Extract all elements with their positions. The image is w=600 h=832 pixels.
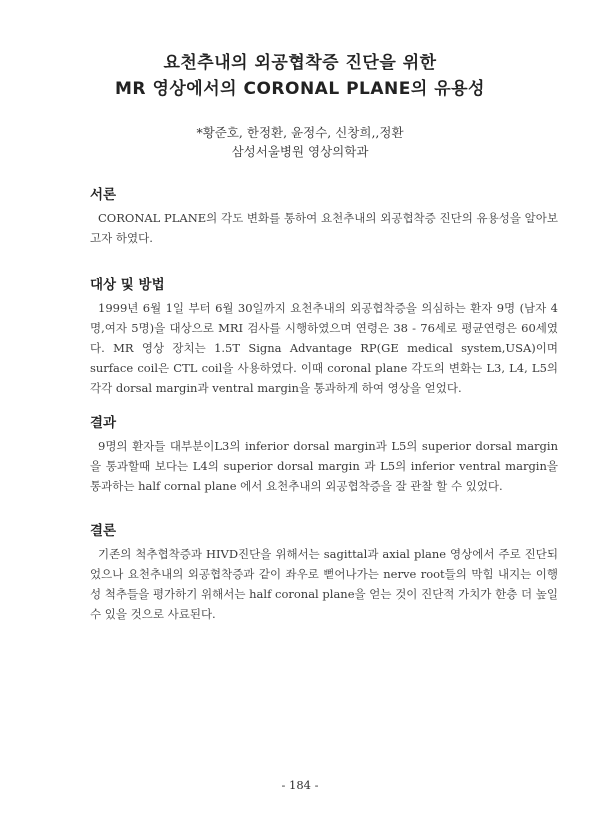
section-heading-intro: 서론 [90,187,117,203]
paper-title [0,50,600,102]
section-body-results: 9명의 환자들 대부분이L3의 inferior dorsal margin과 L5의 superior dorsal margin을 통과할때 보다는 L4의 superior dorsal margin 과 L5의 inferior ventral margin을 통과하는 half cornal plane 에서 요천추내의 외공협착증을 잘 관찰 할 수 있었다. [90,439,558,493]
section-intro [90,186,558,248]
title-line-2: MR 영상에서의 CORONAL PLANE의 유용성 [115,79,485,99]
section-heading-conclusion: 결론 [90,523,117,539]
section-body-intro: CORONAL PLANE의 각도 변화를 통하여 요천추내의 외공협착증 진단의 유용성을 알아보고자 하였다. [90,211,558,245]
section-methods [90,276,558,398]
section-heading-results: 결과 [90,415,117,431]
section-body-conclusion: 기존의 척추협착증과 HIVD진단을 위해서는 sagittal과 axial plane 영상에서 주로 진단되었으나 요천추내의 외공협착증과 같이 좌우로 뻗어나가는 nerve root들의 막힘 내지는 이행성 척추들을 평가하기 위해서는 half coronal plane을 얻는 것이 진단적 가치가 한층 더 높일 수 있을 것으로 사료된다. [90,547,558,621]
author-affiliation: 삼성서울병원 영상의학과 [231,144,369,159]
author-names: *황준호, 한정환, 윤정수, 신창희,,정환 [196,125,404,140]
section-results [90,414,558,496]
title-line-1: 요천추내의 외공협착증 진단을 위한 [163,53,437,73]
author-block [0,123,600,161]
section-conclusion [90,522,558,624]
section-body-methods: 1999년 6월 1일 부터 6월 30일까지 요천추내의 외공협착증을 의심하는 환자 9명 (남자 4명,여자 5명)을 대상으로 MRI 검사를 시행하였으며 연령은 38 - 76세로 평균연령은 60세였다. MR 영상 장치는 1.5T Signa Advantage RP(GE medical system,USA)이며 surface coil은 CTL coil을 사용하였다. 이때 coronal plane 각도의 변화는 L3, L4, L5의 각각 dorsal margin과 ventral margin을 통과하게 하여 영상을 얻었다. [90,301,558,395]
page-number: - 184 - [281,778,319,792]
section-heading-methods: 대상 및 방법 [90,277,165,293]
